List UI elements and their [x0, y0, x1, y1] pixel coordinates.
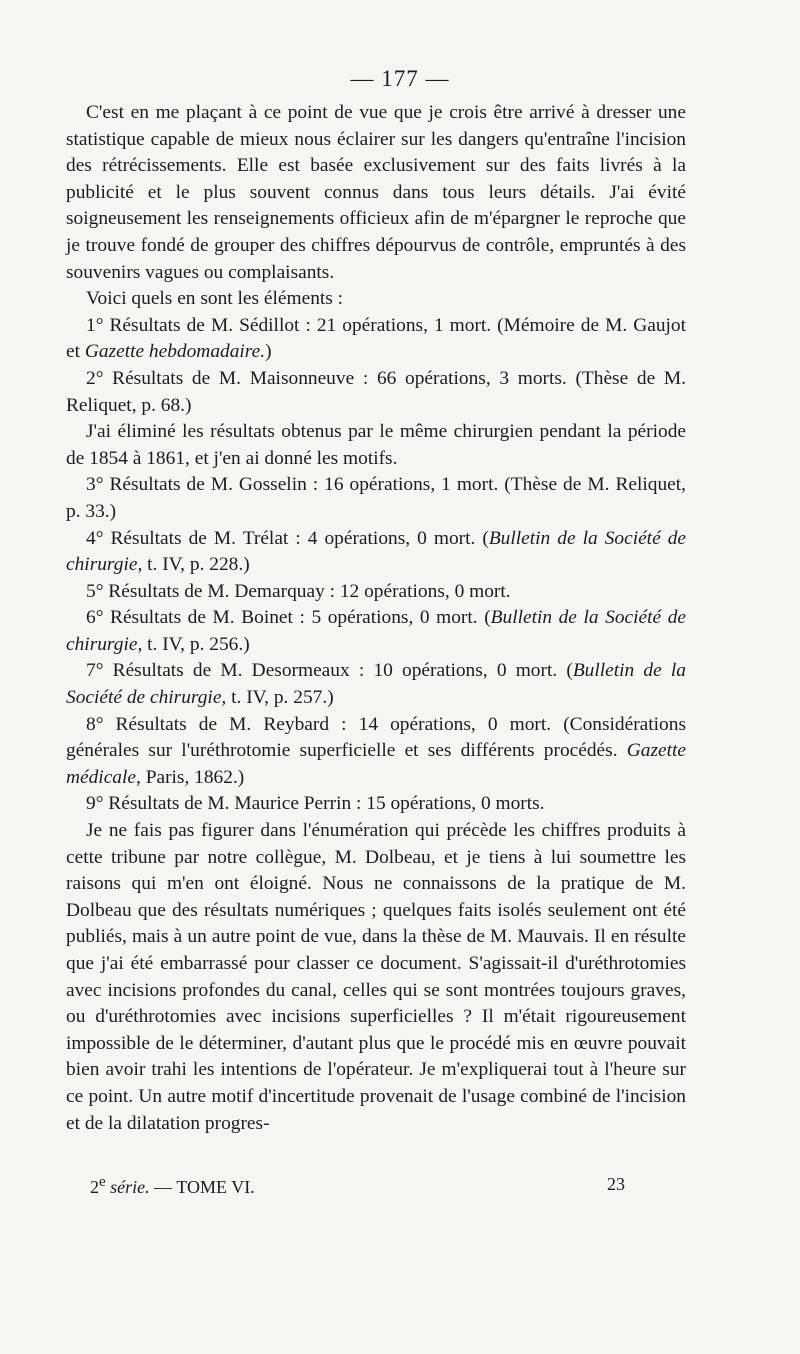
series-sup: e	[99, 1174, 106, 1190]
list-item-trelat: 4° Résultats de M. Trélat : 4 opérations, 0 mort. (Bulletin de la Société de chirurgie, t. IV, p. 228.)	[66, 527, 687, 576]
list-item-maisonneuve: 2° Résultats de M. Maisonneuve : 66 opérations, 3 morts. (Thèse de M. Reliquet, p. 68.)	[66, 367, 686, 416]
page-footer	[90, 1174, 650, 1198]
list-item-demarquay: 5° Résultats de M. Demarquay : 12 opérations, 0 mort.	[86, 580, 511, 602]
series-label: série.	[105, 1177, 150, 1197]
series-number: 2	[90, 1177, 99, 1197]
paragraph-elements: Voici quels en sont les éléments :	[86, 288, 344, 310]
list-item-sedillot: 1° Résultats de M. Sédillot : 21 opérations, 1 mort. (Mémoire de M. Gaujot et Gazette hebdomadaire.)	[66, 314, 686, 363]
body-text	[66, 100, 686, 1137]
paragraph-intro: C'est en me plaçant à ce point de vue que je crois être arrivé à dresser une statistique capable de mieux nous éclairer sur les dangers qu'entraîne l'incision des rétrécissements. Elle est basée exclusivement sur des faits livrés à la publicité et le plus souvent connus dans tous leurs détails. J'ai évité soigneusement les renseignements officieux afin de m'épargner le reproche que je trouve fondé de grouper des chiffres dépourvus de contrôle, empruntés à des souvenirs vagues ou complaisants.	[66, 102, 686, 283]
list-item-reybard: 8° Résultats de M. Reybard : 14 opérations, 0 mort. (Considérations générales sur l'uréthrotomie superficielle et ses différents procédés. Gazette médicale, Paris, 1862.)	[66, 713, 686, 788]
list-item-desormeaux: 7° Résultats de M. Desormeaux : 10 opérations, 0 mort. (Bulletin de la Société de chirurgie, t. IV, p. 257.)	[66, 660, 686, 709]
signature-mark: 23	[607, 1174, 625, 1194]
list-item-gosselin: 3° Résultats de M. Gosselin : 16 opérations, 1 mort. (Thèse de M. Reliquet, p. 33.)	[66, 474, 686, 522]
paragraph-dolbeau: Je ne fais pas figurer dans l'énumération qui précède les chiffres produits à cette tribune par notre collègue, M. Dolbeau, et je tiens à lui soumettre les raisons qui m'en ont éloigné. Nous ne connaissons de la pratique de M. Dolbeau que des résultats numériques ; quelques faits isolés seulement ont été publiés, mais à un autre point de vue, dans la thèse de M. Mauvais. Il en résulte que j'ai été embarrassé pour classer ce document. S'agissait-il d'uréthrotomies avec incisions profondes du canal, celles qui se sont montrées toujours graves, ou d'uréthrotomies avec incisions superficielles ? Il m'était rigoureusement impossible de le déterminer, d'autant plus que le procédé mis en œuvre pouvait bien avoir trahi les intentions de l'opérateur. Je m'expliquerai tout à l'heure sur ce point. Un autre motif d'incertitude provenait de l'usage combiné de l'incision et de la dilatation progres-	[66, 820, 686, 1134]
tome-label: — TOME VI.	[154, 1177, 255, 1197]
list-item-perrin: 9° Résultats de M. Maurice Perrin : 15 opérations, 0 morts.	[86, 793, 545, 815]
list-item-boinet: 6° Résultats de M. Boinet : 5 opérations, 0 mort. (Bulletin de la Société de chirurgie, t. IV, p. 256.)	[66, 607, 686, 655]
page-number: — 177 —	[350, 66, 450, 91]
paragraph-elimination: J'ai éliminé les résultats obtenus par le même chirurgien pendant la période de 1854 à 1861, et j'en ai donné les motifs.	[66, 421, 686, 469]
